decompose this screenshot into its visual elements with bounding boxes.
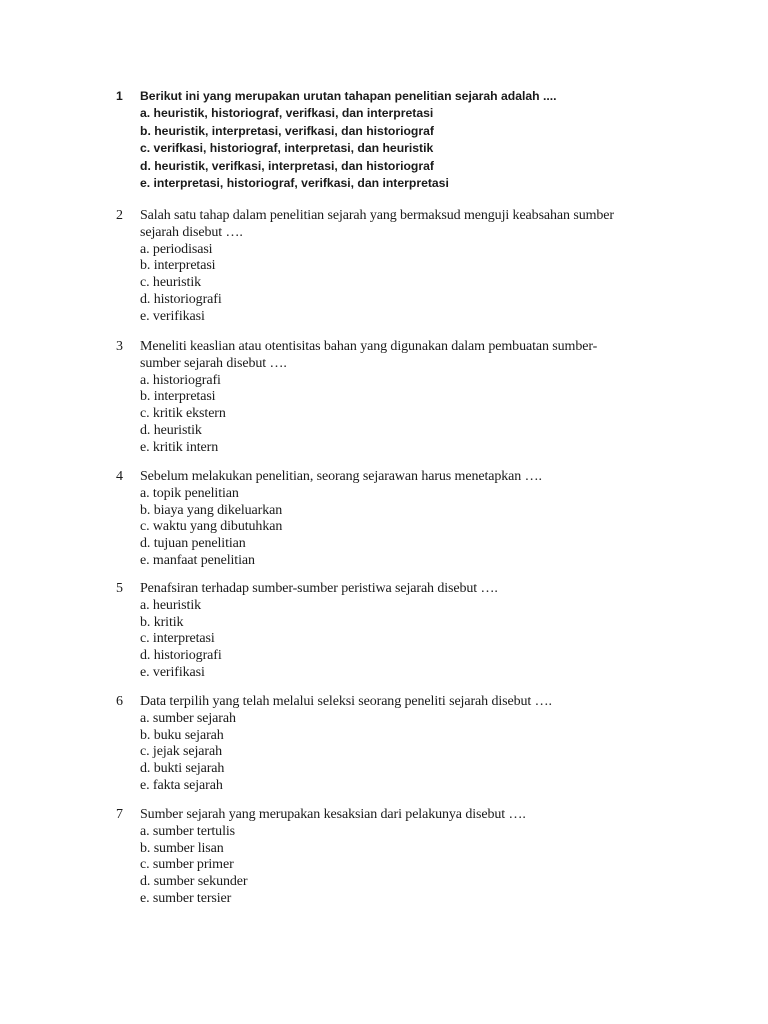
question-number: 4 — [116, 469, 123, 484]
answer-option: d. tujuan penelitian — [140, 536, 246, 552]
answer-option: a. sumber sejarah — [140, 710, 236, 726]
answer-option: e. sumber tersier — [140, 890, 232, 906]
question-text: Data terpilih yang telah melalui seleksi seorang peneliti sejarah disebut …. — [140, 694, 552, 709]
answer-option: b. interpretasi — [140, 389, 216, 405]
question-number: 1 — [116, 89, 123, 103]
question-body — [140, 469, 676, 570]
answer-option: d. heuristik — [140, 422, 202, 438]
answer-option: c. verifkasi, historiograf, interpretasi, dan heuristik — [140, 141, 434, 156]
question-body — [140, 88, 676, 192]
question-body — [140, 581, 676, 682]
answer-option: b. sumber lisan — [140, 840, 224, 856]
answer-option: d. historiografi — [140, 291, 222, 307]
question-6 — [116, 694, 676, 795]
answer-option: a. periodisasi — [140, 241, 213, 257]
answer-option: b. buku sejarah — [140, 727, 224, 743]
question-2 — [116, 208, 676, 326]
answer-option: e. manfaat penelitian — [140, 552, 255, 568]
question-number: 7 — [116, 807, 123, 822]
answer-option: b. interpretasi — [140, 258, 216, 274]
answer-option: a. topik penelitian — [140, 485, 239, 501]
question-number: 3 — [116, 339, 123, 354]
question-number: 2 — [116, 208, 123, 223]
answer-option: c. interpretasi — [140, 631, 215, 647]
answer-option: a. sumber tertulis — [140, 823, 236, 839]
answer-option: e. verifikasi — [140, 664, 205, 680]
question-3 — [116, 339, 676, 457]
question-number: 5 — [116, 581, 123, 596]
question-body — [140, 339, 676, 457]
answer-option: c. kritik ekstern — [140, 406, 226, 422]
answer-option: d. heuristik, verifkasi, interpretasi, dan historiograf — [140, 158, 434, 173]
answer-option: c. heuristik — [140, 275, 202, 291]
answer-option: e. kritik intern — [140, 439, 219, 455]
question-1 — [116, 88, 676, 192]
question-text: Sumber sejarah yang merupakan kesaksian dari pelakunya disebut …. — [140, 807, 526, 822]
question-5 — [116, 581, 676, 682]
question-number: 6 — [116, 694, 123, 709]
question-text: Penafsiran terhadap sumber-sumber peristiwa sejarah disebut …. — [140, 581, 498, 596]
answer-option: a. heuristik — [140, 597, 202, 613]
question-text: Berikut ini yang merupakan urutan tahapan penelitian sejarah adalah .... — [140, 89, 557, 103]
question-text: Salah satu tahap dalam penelitian sejarah yang bermaksud menguji keabsahan sumber — [140, 208, 614, 223]
answer-option: e. interpretasi, historiograf, verifkasi, dan interpretasi — [140, 176, 449, 191]
question-body — [140, 208, 676, 326]
answer-option: e. verifikasi — [140, 308, 205, 324]
answer-option: c. jejak sejarah — [140, 744, 222, 760]
answer-option: a. historiografi — [140, 372, 221, 388]
question-text: Meneliti keaslian atau otentisitas bahan yang digunakan dalam pembuatan sumber- — [140, 339, 598, 354]
answer-option: c. sumber primer — [140, 857, 234, 873]
answer-option: b. biaya yang dikeluarkan — [140, 502, 283, 518]
question-text: sejarah disebut …. — [140, 224, 243, 240]
answer-option: d. sumber sekunder — [140, 874, 248, 890]
question-7 — [116, 807, 676, 908]
answer-option: b. heuristik, interpretasi, verifkasi, dan historiograf — [140, 123, 434, 138]
question-4 — [116, 469, 676, 570]
question-body — [140, 694, 676, 795]
question-text: sumber sejarah disebut …. — [140, 355, 287, 371]
answer-option: b. kritik — [140, 614, 184, 630]
answer-option: d. bukti sejarah — [140, 761, 225, 777]
answer-option: c. waktu yang dibutuhkan — [140, 519, 283, 535]
answer-option: e. fakta sejarah — [140, 777, 223, 793]
answer-option: d. historiografi — [140, 648, 222, 664]
answer-option: a. heuristik, historiograf, verifkasi, dan interpretasi — [140, 106, 434, 121]
question-text: Sebelum melakukan penelitian, seorang sejarawan harus menetapkan …. — [140, 469, 542, 484]
question-body — [140, 807, 676, 908]
